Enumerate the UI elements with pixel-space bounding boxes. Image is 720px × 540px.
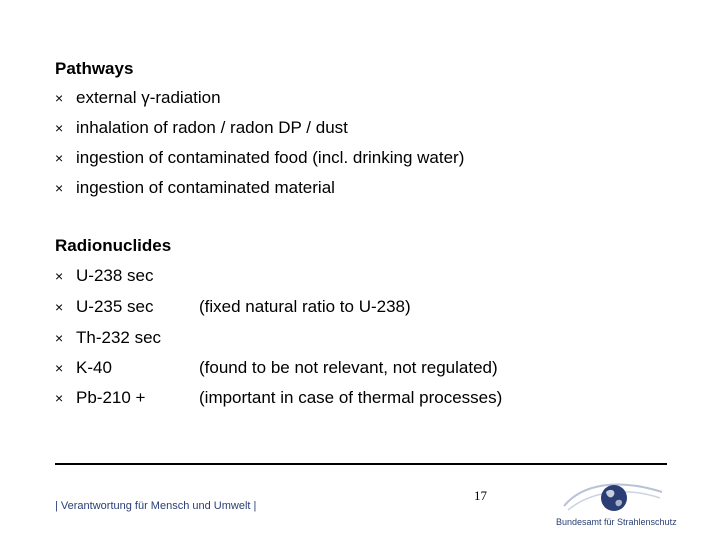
footer-divider xyxy=(55,463,667,465)
radionuclide-note: (found to be not relevant, not regulated) xyxy=(199,358,498,377)
radionuclide-name: Pb-210 + xyxy=(76,388,146,407)
radionuclide-note: (important in case of thermal processes) xyxy=(199,388,503,407)
bullet-x-icon: × xyxy=(55,180,64,196)
pathway-label: inhalation of radon / radon DP / dust xyxy=(76,118,348,137)
bullet-x-icon: × xyxy=(55,330,64,346)
logo-wordmark: Bundesamt für Strahlenschutz xyxy=(556,517,677,527)
pathways-heading: Pathways xyxy=(55,59,134,78)
footer-slogan: | Verantwortung für Mensch und Umwelt | xyxy=(55,500,257,512)
bullet-x-icon: × xyxy=(55,360,64,376)
page-number: 17 xyxy=(474,488,487,503)
radionuclide-name: U-235 sec xyxy=(76,297,154,316)
radionuclides-heading: Radionuclides xyxy=(55,236,172,255)
bullet-x-icon: × xyxy=(55,120,64,136)
pathway-label: external γ-radiation xyxy=(76,88,221,107)
bullet-x-icon: × xyxy=(55,90,64,106)
radionuclide-name: U-238 sec xyxy=(76,266,154,285)
radionuclide-note: (fixed natural ratio to U-238) xyxy=(199,297,411,316)
bfs-logo xyxy=(556,476,677,530)
bullet-x-icon: × xyxy=(55,390,64,406)
radionuclide-name: Th-232 sec xyxy=(76,328,162,347)
bullet-x-icon: × xyxy=(55,150,64,166)
pathway-label: ingestion of contaminated food (incl. drinking water) xyxy=(76,148,465,167)
radionuclide-name: K-40 xyxy=(76,358,112,377)
globe-swoosh-icon xyxy=(556,476,672,518)
bullet-x-icon: × xyxy=(55,268,64,284)
pathway-label: ingestion of contaminated material xyxy=(76,178,335,197)
bullet-x-icon: × xyxy=(55,299,64,315)
